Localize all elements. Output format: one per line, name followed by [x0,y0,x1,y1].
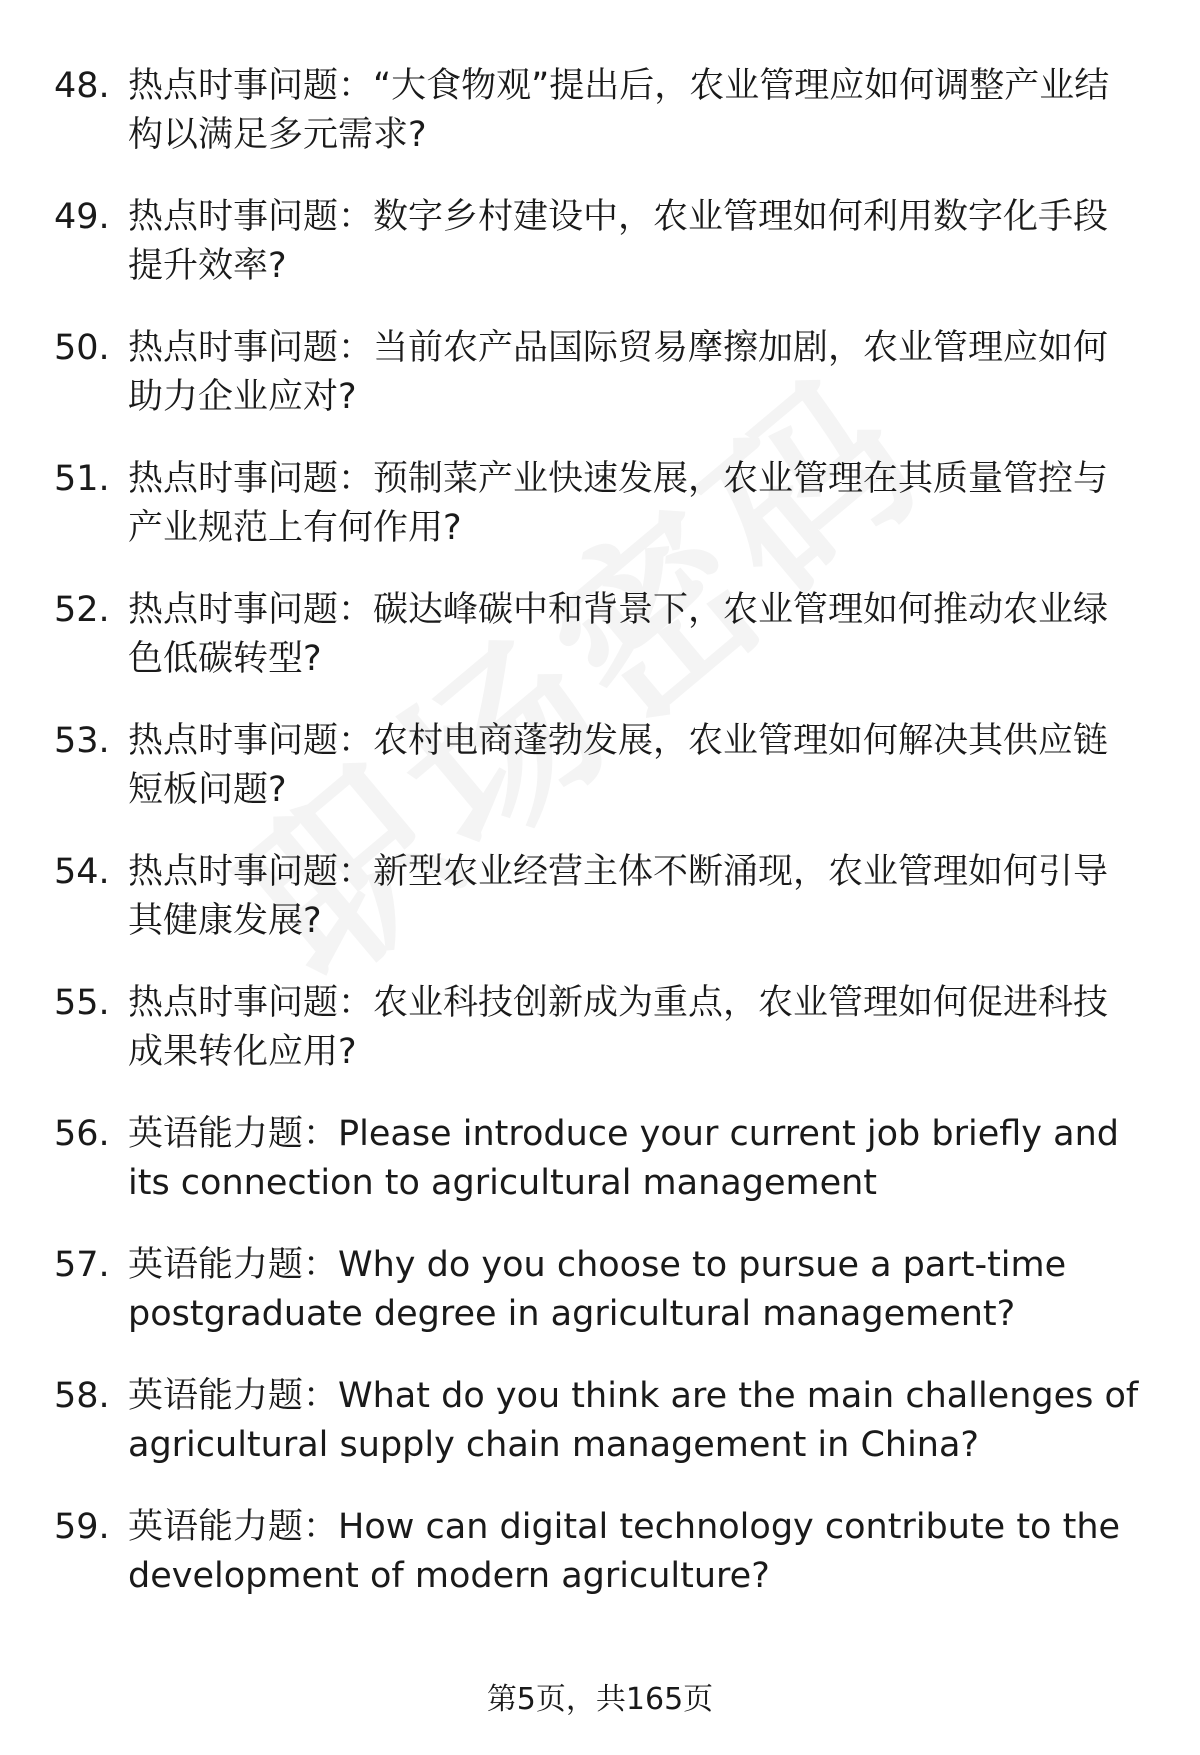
question-number: 57. [54,1245,110,1285]
page-number: 第5页，共165页 [486,1682,714,1717]
question-text: Please introduce your current job briefly and its connection to agricultural management [128,1114,1119,1203]
question-item [0,586,1200,684]
question-number: 51. [54,459,110,499]
question-category: 英语能力题： [128,1507,339,1547]
question-item [0,455,1200,553]
question-category: 热点时事问题： [128,328,374,368]
question-number: 54. [54,852,110,892]
question-category: 英语能力题： [128,1114,339,1154]
question-text: Why do you choose to pursue a part-time postgraduate degree in agricultural management? [128,1245,1067,1334]
question-text: What do you think are the main challenges of agricultural supply chain management in China? [128,1376,1139,1465]
question-item [0,193,1200,291]
question-number: 55. [54,983,110,1023]
question-category: 热点时事问题： [128,852,374,892]
question-text: 当前农产品国际贸易摩擦加剧，农业管理应如何助力企业应对? [128,328,1109,417]
question-category: 热点时事问题： [128,983,374,1023]
question-category: 热点时事问题： [128,721,374,761]
question-text: 预制菜产业快速发展，农业管理在其质量管控与产业规范上有何作用? [128,459,1109,548]
question-category: 热点时事问题： [128,197,374,237]
question-item [0,1110,1200,1208]
question-text: 数字乡村建设中，农业管理如何利用数字化手段提升效率? [128,197,1109,286]
question-item [0,979,1200,1077]
question-text: 碳达峰碳中和背景下，农业管理如何推动农业绿色低碳转型? [128,590,1109,679]
question-item [0,717,1200,815]
question-list [0,62,1200,1634]
question-item [0,848,1200,946]
question-number: 50. [54,328,110,368]
question-text: 农业科技创新成为重点，农业管理如何促进科技成果转化应用? [128,983,1109,1072]
question-item [0,1241,1200,1339]
question-item [0,1503,1200,1601]
question-item [0,1372,1200,1470]
question-text: 农村电商蓬勃发展，农业管理如何解决其供应链短板问题? [128,721,1109,810]
question-number: 56. [54,1114,110,1154]
question-item [0,324,1200,422]
question-category: 热点时事问题： [128,459,374,499]
question-category: 英语能力题： [128,1245,339,1285]
question-text: “大食物观”提出后，农业管理应如何调整产业结构以满足多元需求? [128,66,1110,155]
question-category: 热点时事问题： [128,66,374,106]
question-number: 52. [54,590,110,630]
question-number: 59. [54,1507,110,1547]
question-text: 新型农业经营主体不断涌现，农业管理如何引导其健康发展? [128,852,1109,941]
question-category: 热点时事问题： [128,590,374,630]
question-number: 58. [54,1376,110,1416]
question-text: How can digital technology contribute to the development of modern agriculture? [128,1507,1121,1596]
question-number: 48. [54,66,110,106]
question-number: 49. [54,197,110,237]
question-category: 英语能力题： [128,1376,339,1416]
question-item [0,62,1200,160]
question-number: 53. [54,721,110,761]
